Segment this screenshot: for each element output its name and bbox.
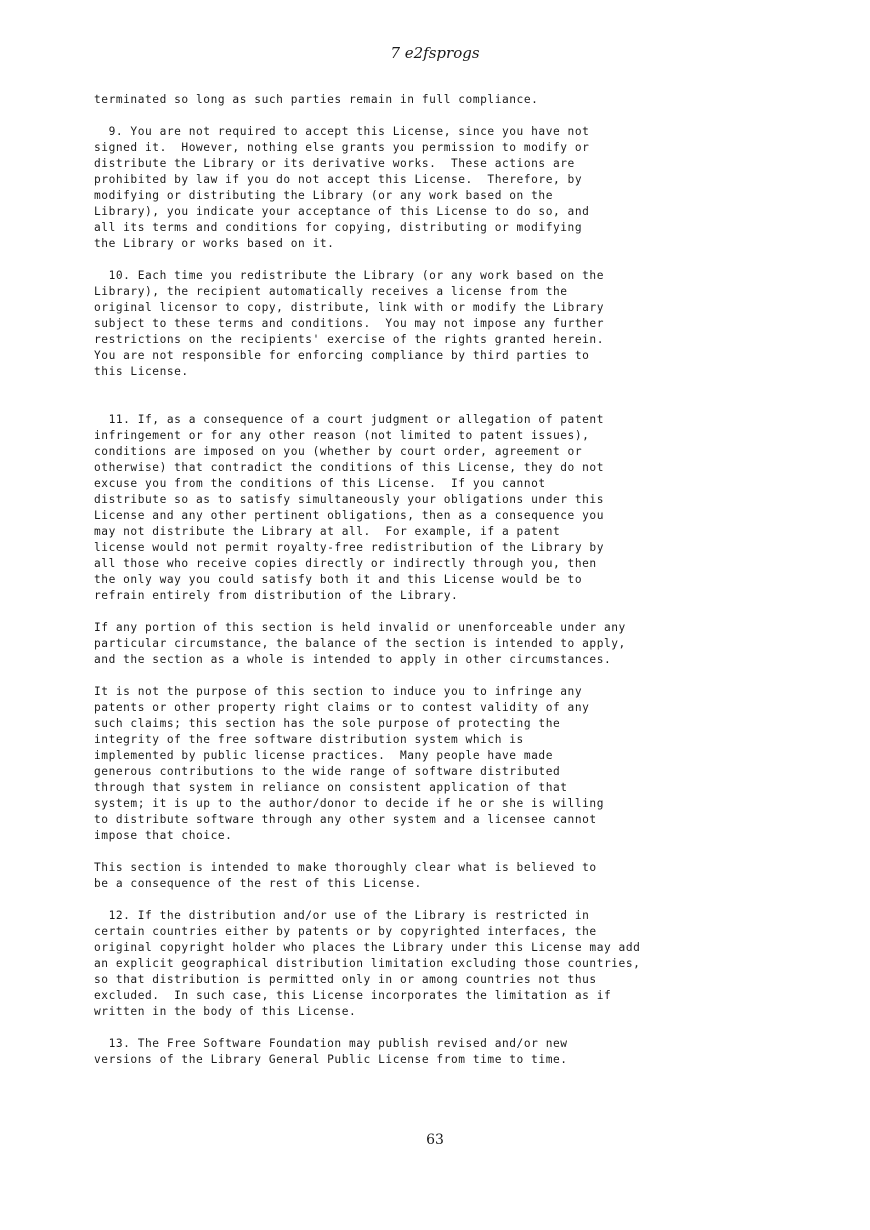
text-line: certain countries either by patents or by copyrighted interfaces, the xyxy=(94,925,597,938)
paragraph-invalid-portion xyxy=(94,620,794,668)
page-number: 63 xyxy=(426,1132,444,1148)
text-line: distribute so as to satisfy simultaneously your obligations under this xyxy=(94,493,604,506)
text-line: the only way you could satisfy both it and this License would be to xyxy=(94,573,583,586)
text-line: particular circumstance, the balance of the section is intended to apply, xyxy=(94,637,626,650)
text-line: 13. The Free Software Foundation may publish revised and/or new xyxy=(94,1037,568,1050)
paragraph-section-9 xyxy=(94,124,794,252)
text-line: the Library or works based on it. xyxy=(94,237,335,250)
paragraph-clarify xyxy=(94,860,794,892)
text-line: refrain entirely from distribution of the Library. xyxy=(94,589,459,602)
text-line: patents or other property right claims or to contest validity of any xyxy=(94,701,590,714)
text-line: to distribute software through any other system and a licensee cannot xyxy=(94,813,597,826)
running-header: 7 e2fsprogs xyxy=(390,44,480,62)
text-line: terminated so long as such parties remain in full compliance. xyxy=(94,93,539,106)
text-line: If any portion of this section is held invalid or unenforceable under any xyxy=(94,621,626,634)
paragraph-section-11 xyxy=(94,412,794,604)
paragraph-section-13 xyxy=(94,1036,794,1068)
text-line: this License. xyxy=(94,365,189,378)
text-line: integrity of the free software distribution system which is xyxy=(94,733,524,746)
text-line: impose that choice. xyxy=(94,829,233,842)
text-line: signed it. However, nothing else grants you permission to modify or xyxy=(94,141,590,154)
text-line: all its terms and conditions for copying, distributing or modifying xyxy=(94,221,583,234)
text-line: modifying or distributing the Library (or any work based on the xyxy=(94,189,553,202)
text-line: and the section as a whole is intended to apply in other circumstances. xyxy=(94,653,612,666)
text-line: It is not the purpose of this section to induce you to infringe any xyxy=(94,685,583,698)
paragraph-purpose xyxy=(94,684,794,844)
text-line: original copyright holder who places the Library under this License may add xyxy=(94,941,641,954)
text-line: 12. If the distribution and/or use of the Library is restricted in xyxy=(94,909,590,922)
text-line: infringement or for any other reason (not limited to patent issues), xyxy=(94,429,590,442)
text-line: 11. If, as a consequence of a court judgment or allegation of patent xyxy=(94,413,604,426)
text-line: Library), you indicate your acceptance of this License to do so, and xyxy=(94,205,590,218)
text-line: Library), the recipient automatically receives a license from the xyxy=(94,285,568,298)
text-line: You are not responsible for enforcing compliance by third parties to xyxy=(94,349,590,362)
text-line: versions of the Library General Public License from time to time. xyxy=(94,1053,568,1066)
text-line: 10. Each time you redistribute the Library (or any work based on the xyxy=(94,269,604,282)
text-line: original licensor to copy, distribute, link with or modify the Library xyxy=(94,301,604,314)
text-line: distribute the Library or its derivative works. These actions are xyxy=(94,157,575,170)
text-line: may not distribute the Library at all. For example, if a patent xyxy=(94,525,561,538)
text-line: 9. You are not required to accept this License, since you have not xyxy=(94,125,590,138)
text-line: generous contributions to the wide range of software distributed xyxy=(94,765,561,778)
text-line: subject to these terms and conditions. You may not impose any further xyxy=(94,317,604,330)
text-line: prohibited by law if you do not accept this License. Therefore, by xyxy=(94,173,583,186)
text-line: License and any other pertinent obligations, then as a consequence you xyxy=(94,509,604,522)
text-line: This section is intended to make thoroughly clear what is believed to xyxy=(94,861,597,874)
text-line: system; it is up to the author/donor to decide if he or she is willing xyxy=(94,797,604,810)
text-line: so that distribution is permitted only in or among countries not thus xyxy=(94,973,597,986)
text-line: all those who receive copies directly or indirectly through you, then xyxy=(94,557,597,570)
text-line: excuse you from the conditions of this License. If you cannot xyxy=(94,477,546,490)
paragraph-section-12 xyxy=(94,908,794,1020)
text-line: an explicit geographical distribution limitation excluding those countries, xyxy=(94,957,641,970)
text-line: such claims; this section has the sole purpose of protecting the xyxy=(94,717,561,730)
license-body-text xyxy=(94,92,794,1084)
text-line: otherwise) that contradict the conditions of this License, they do not xyxy=(94,461,604,474)
text-line: through that system in reliance on consistent application of that xyxy=(94,781,568,794)
text-line: implemented by public license practices. Many people have made xyxy=(94,749,553,762)
text-line: excluded. In such case, this License incorporates the limitation as if xyxy=(94,989,612,1002)
paragraph-terminated xyxy=(94,92,794,108)
text-line: conditions are imposed on you (whether by court order, agreement or xyxy=(94,445,583,458)
text-line: written in the body of this License. xyxy=(94,1005,357,1018)
text-line: restrictions on the recipients' exercise of the rights granted herein. xyxy=(94,333,604,346)
paragraph-section-10 xyxy=(94,268,794,380)
text-line: be a consequence of the rest of this License. xyxy=(94,877,422,890)
text-line: license would not permit royalty-free redistribution of the Library by xyxy=(94,541,604,554)
